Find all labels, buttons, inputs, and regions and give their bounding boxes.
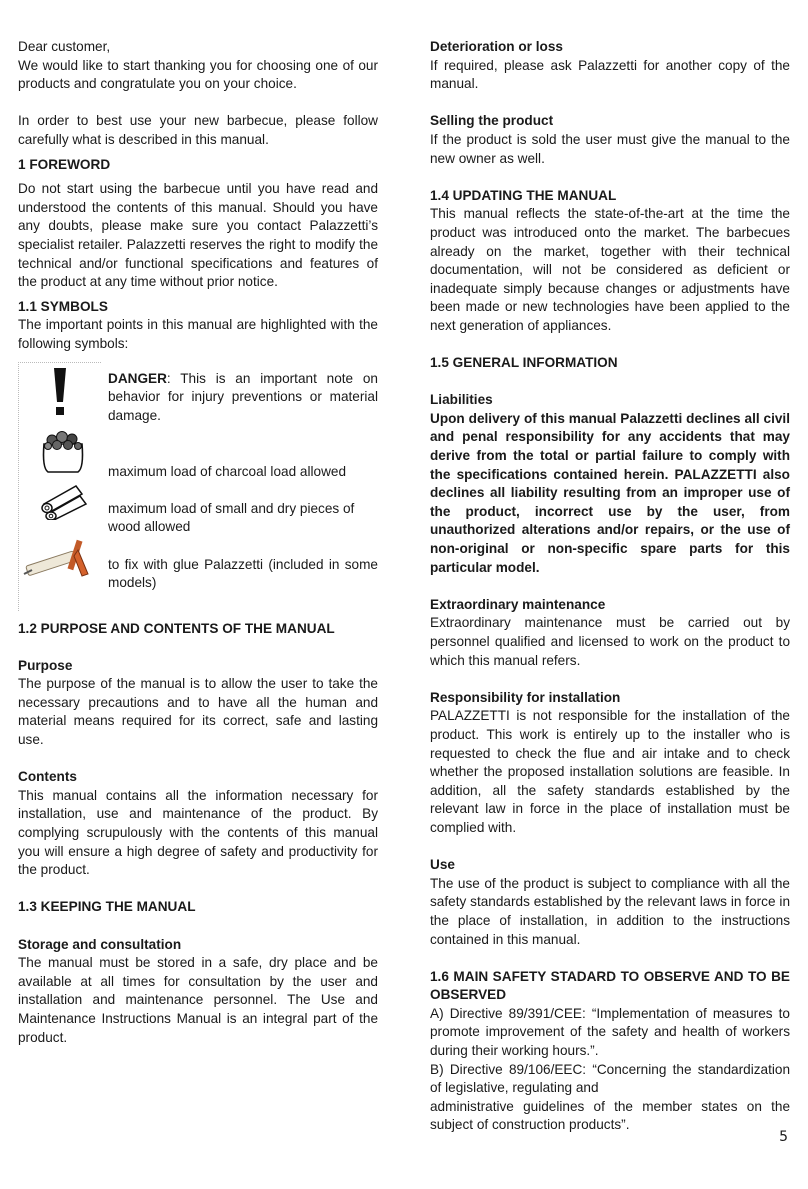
charcoal-description	[108, 463, 378, 482]
updating-heading: 1.4 UPDATING THE MANUAL	[430, 187, 617, 203]
charcoal-bag-icon	[38, 428, 88, 474]
selling-text: If the product is sold the user must give the manual to the new owner as well.	[430, 131, 790, 166]
installation-text: PALAZZETTI is not responsible for the installation of the product. This work is entirely up to the installer who is requested to check the flue and air intake and to check whether the proposed installation solutions are feasible. In addition, all the safety standards established by the relevant law in force in the place of installation must be complied with.	[430, 708, 790, 835]
symbols-intro: The important points in this manual are highlighted with the following symbols:	[18, 317, 378, 351]
purpose-text: The purpose of the manual is to allow the user to take the necessary precautions and to have all the human and material means required for its correct, safe and lasting use.	[18, 676, 378, 748]
installation-subheading: Responsibility for installation	[430, 689, 621, 705]
deterioration-subheading: Deterioration or loss	[430, 39, 563, 54]
glue-gun-icon	[22, 534, 98, 584]
purpose-subheading: Purpose	[18, 657, 73, 673]
glue-description	[108, 556, 378, 593]
wood-logs-icon	[36, 482, 90, 520]
page-number: 5	[779, 1129, 788, 1145]
danger-label: DANGER	[108, 370, 167, 386]
right-column	[430, 38, 790, 1135]
general-info-heading: 1.5 GENERAL INFORMATION	[430, 355, 618, 371]
selling-subheading: Selling the product	[430, 113, 554, 129]
wood-text: maximum load of small and dry pieces of wood allowed	[108, 500, 355, 535]
contents-text: This manual contains all the information necessary for installation, use and maintenance of the product. By complying scrupulously with the contents of this manual you will ensure a high degree of safety and productivity for the product.	[18, 787, 378, 878]
wood-description	[108, 500, 378, 537]
keeping-heading: 1.3 KEEPING THE MANUAL	[18, 899, 196, 915]
storage-subheading: Storage and consultation	[18, 936, 182, 952]
safety-standard-heading: 1.6 MAIN SAFETY STADARD TO OBSERVE AND TO BE OBSERVED	[430, 968, 790, 1003]
intro-paragraph-2: In order to best use your new barbecue, please follow carefully what is described in this manual.	[18, 113, 378, 147]
purpose-contents-heading: 1.2 PURPOSE AND CONTENTS OF THE MANUAL	[18, 620, 335, 636]
charcoal-text: maximum load of charcoal load allowed	[108, 463, 347, 479]
foreword-text: Do not start using the barbecue until you have read and understood the contents of this manual. Should you have any doubts, please make sure you contact Palazzetti’s specialist retailer. Palazzetti reserves the right to modify the technical and/or functional specifications and features of the product at any time without prior notice.	[18, 181, 378, 290]
liabilities-subheading: Liabilities	[430, 392, 493, 408]
updating-text: This manual reflects the state-of-the-art at the time the product was introduced onto the market. The barbecues already on the market, together with their technical documentation, will not be considered as deficient or inadequate simply because changes or adjustments have been made or new technologies have been applied to the next generation of appliances.	[430, 206, 790, 333]
liabilities-text: Upon delivery of this manual Palazzetti declines all civil and penal responsibility for any accidents that may derive from the total or partial failure to comply with the specifications contained herein. PALAZZETTI also declines all liability resulting from an improper use of the product, incorrect use by the user, from unauthorized alterations and/or repairs, or the use of non-original or non-specific spare parts for this particular model.	[430, 410, 790, 575]
extraordinary-text: Extraordinary maintenance must be carried out by personnel qualified and licensed to work on the product to which this manual refers.	[430, 615, 790, 668]
use-text: The use of the product is subject to compliance with all the safety standards established by the relevant laws in force in the place of installation, in addition to the instructions contained in this manual.	[430, 875, 790, 947]
contents-subheading: Contents	[18, 769, 77, 785]
danger-description	[108, 370, 378, 426]
danger-text: : This is an important note on behavior for injury preventions or material damage.	[108, 370, 378, 423]
intro-paragraph-1: We would like to start thanking you for choosing one of our products and congratulate you on your choice.	[18, 57, 378, 92]
use-subheading: Use	[430, 857, 455, 873]
danger-exclamation-icon	[48, 366, 72, 418]
glue-text: to fix with glue Palazzetti (included in some models)	[108, 556, 378, 591]
left-column	[18, 38, 378, 1047]
extraordinary-subheading: Extraordinary maintenance	[430, 596, 606, 612]
symbols-heading: 1.1 SYMBOLS	[18, 298, 108, 314]
directive-b-line2: administrative guidelines of the member states on the subject of construction products”.	[430, 1098, 790, 1133]
greeting: Dear customer,	[18, 39, 111, 54]
storage-text: The manual must be stored in a safe, dry place and be available at all times for consultation by the user and installation and maintenance personnel. The Use and Maintenance Instructions Manual is an integral part of the product.	[18, 955, 378, 1045]
deterioration-text: If required, please ask Palazzetti for another copy of the manual.	[430, 57, 790, 92]
foreword-heading: 1 FOREWORD	[18, 156, 111, 172]
symbols-table	[18, 362, 378, 620]
directive-b-line1: B) Directive 89/106/EEC: “Concerning the standardization of legislative, regulating and	[430, 1061, 790, 1096]
directive-a: A) Directive 89/391/CEE: “Implementation of measures to promote improvement of the safety and health of workers during their working hours.”.	[430, 1005, 790, 1059]
